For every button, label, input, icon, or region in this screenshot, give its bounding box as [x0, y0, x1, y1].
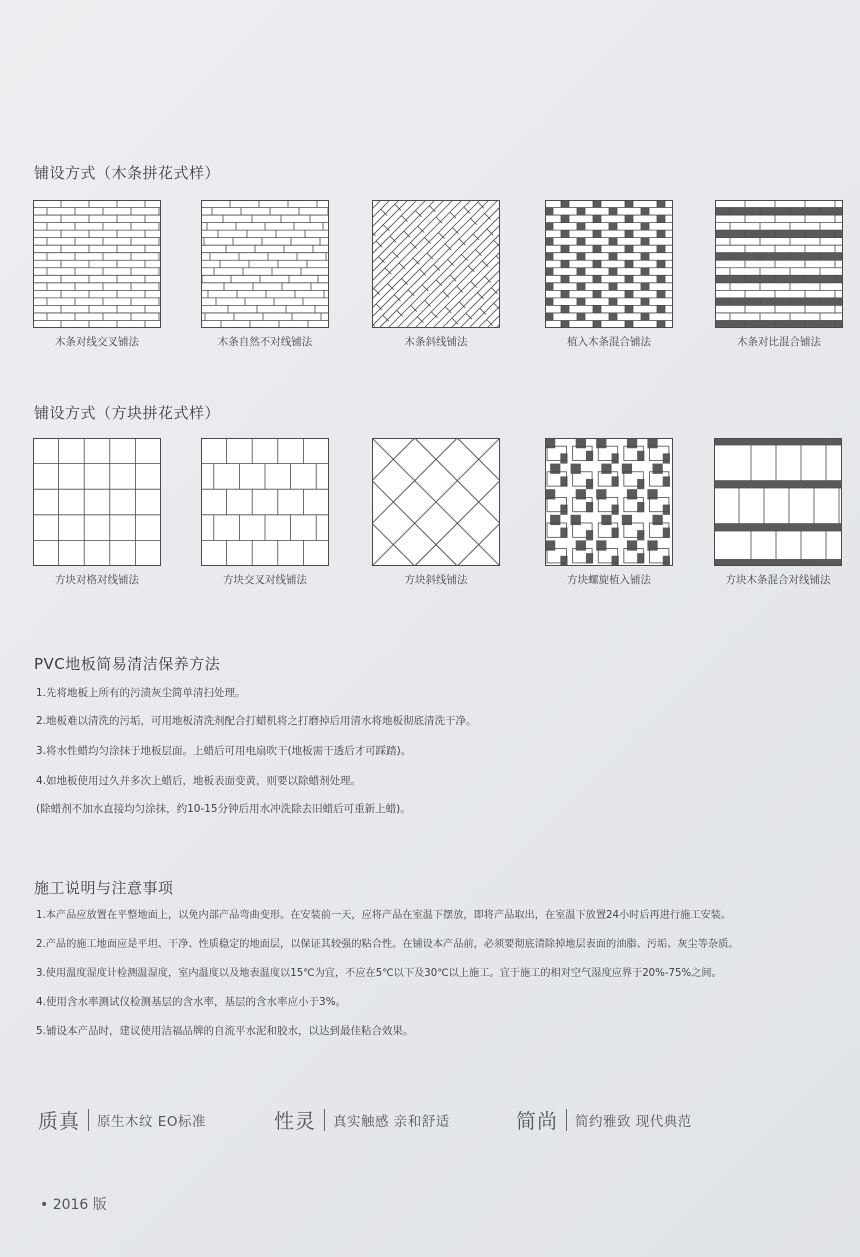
tile-pattern-1-label: 方块对格对线铺法	[55, 574, 139, 586]
slogan-spirit	[274, 1105, 450, 1134]
wood-pattern-1	[32, 200, 162, 349]
wood-pattern-5	[714, 200, 844, 349]
slogan-divider	[566, 1109, 567, 1131]
slogan-big: 性灵	[274, 1109, 316, 1133]
cleaning-item: 1.先将地板上所有的污渍灰尘简单清扫处理。	[36, 687, 246, 699]
tile-spiral-inlay-diagram	[545, 438, 673, 566]
wood-pattern-3	[371, 200, 501, 349]
construction-item: 5.铺设本产品时，建议使用洁福品牌的自流平水泥和胶水，以达到最佳粘合效果。	[36, 1025, 414, 1037]
slogan-bar	[38, 1105, 838, 1145]
tile-pattern-2-label: 方块交叉对线铺法	[223, 574, 307, 586]
slogan-small: 简约雅致 现代典范	[575, 1113, 692, 1130]
cleaning-item: (除蜡剂不加水直接均匀涂抹，约10-15分钟后用水冲洗除去旧蜡后可重新上蜡)。	[36, 803, 411, 815]
wood-pattern-5-label: 木条对比混合铺法	[737, 336, 821, 348]
wood-pattern-1-label: 木条对线交叉铺法	[55, 336, 139, 348]
wood-pattern-4	[543, 200, 675, 349]
wood-pattern-4-label: 植入木条混合铺法	[567, 336, 651, 348]
tile-wood-mixed-diagram	[714, 438, 842, 566]
wood-pattern-2-label: 木条自然不对线铺法	[217, 336, 313, 348]
slogan-divider	[88, 1109, 89, 1131]
wood-section-title: 铺设方式（木条拼花式样）	[34, 164, 221, 182]
slogan-simple	[516, 1105, 692, 1134]
construction-item: 3.使用温度湿度计检测温湿度，室内温度以及地表温度以15℃为宜，不应在5℃以下及30℃以上施工。宜于施工的相对空气湿度应界于20%-75%之间。	[36, 968, 722, 979]
tile-pattern-4	[543, 438, 675, 587]
tile-pattern-2	[200, 438, 330, 587]
tile-pattern-5	[712, 438, 844, 587]
cleaning-item: 3.将水性蜡均匀涂抹于地板层面。上蜡后可用电扇吹干(地板需干透后才可踩踏)。	[36, 745, 412, 757]
cleaning-item: 4.如地板使用过久并多次上蜡后，地板表面变黄，则要以除蜡剂处理。	[36, 775, 362, 787]
tile-pattern-5-label: 方块木条混合对线铺法	[725, 574, 831, 586]
wood-diagonal-diagram	[372, 200, 500, 328]
construction-item: 2.产品的施工地面应是平坦、干净、性质稳定的地面层，以保证其较强的粘合性。在铺设本产品前，必须要彻底清除掉地层表面的油脂、污垢、灰尘等杂质。	[36, 939, 739, 950]
tile-section-title: 铺设方式（方块拼花式样）	[34, 404, 221, 422]
slogan-divider	[324, 1109, 325, 1131]
tile-pattern-3	[371, 438, 501, 587]
cleaning-item: 2.地板难以清洗的污垢，可用地板清洗剂配合打蜡机将之打磨掉后用清水将地板彻底清洗干净。	[36, 715, 477, 727]
wood-pattern-2	[200, 200, 330, 349]
slogan-big: 简尚	[516, 1109, 558, 1133]
tile-grid-aligned-diagram	[33, 438, 161, 566]
wood-pattern-3-label: 木条斜线铺法	[404, 336, 468, 348]
construction-item: 4.使用含水率测试仪检测基层的含水率，基层的含水率应小于3%。	[36, 996, 347, 1008]
construction-item: 1.本产品应放置在平整地面上，以免内部产品弯曲变形。在安装前一天，应将产品在室温下摆放，即将产品取出，在室温下放置24小时后再进行施工安装。	[36, 910, 732, 921]
tile-pattern-1	[32, 438, 162, 587]
slogan-big: 质真	[38, 1109, 80, 1133]
tile-pattern-4-label: 方块螺旋植入铺法	[567, 574, 651, 586]
wood-contrast-mixed-diagram	[715, 200, 843, 328]
cleaning-title: PVC地板简易清洁保养方法	[34, 655, 221, 673]
wood-cross-aligned-diagram	[33, 200, 161, 328]
construction-title: 施工说明与注意事项	[34, 879, 174, 897]
edition-label: • 2016 版	[40, 1197, 107, 1213]
tile-diagonal-diagram	[372, 438, 500, 566]
tile-pattern-3-label: 方块斜线铺法	[404, 574, 468, 586]
tile-cross-aligned-diagram	[201, 438, 329, 566]
slogan-quality	[38, 1105, 206, 1134]
wood-inlay-mixed-diagram	[545, 200, 673, 328]
wood-natural-misaligned-diagram	[201, 200, 329, 328]
slogan-small: 真实触感 亲和舒适	[333, 1113, 450, 1130]
slogan-small: 原生木纹 EO标准	[97, 1113, 206, 1130]
